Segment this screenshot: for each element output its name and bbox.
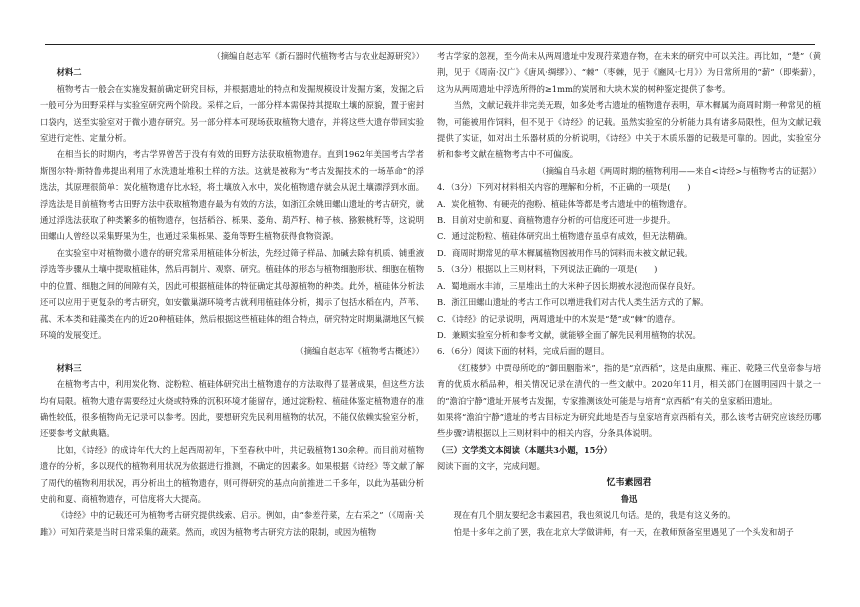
story-para-1: 现在有几个朋友要纪念韦素园君，我也须说几句话。是的，我是有这义务的。 — [453, 510, 736, 521]
top-rule — [45, 44, 815, 45]
material-2-para-3: 在实验室中对植物微小遗存的研究常采用植硅体分析法，先经过筛子样品、加碱去除有机质、铺重液浮选等步骤从土壤中提取植硅体，然后再制片、观察、研究。植硅体的形态与植物细胞形状、细胞在植物中的位置、细胞之间的间隙有关，因此可根据植硅体的特征确定其母源植物的种类。此外，植硅体分析法还可以应用于更复杂的考古研究，如安徽巢湖环境考古就利用植硅体分析，揭示了包括水稻在内，芦苇、菰、禾本类和硅藻类在内的近20种植硅体，然后根据这些植硅体的组合特点，研究特定时期巢湖地区气候环境的发展变迁。 — [40, 247, 424, 340]
source-note-1: （摘编自赵志军《新石器时代植物考古与农业起源研究》） — [212, 51, 424, 61]
question-5-option-c: C．《诗经》的记录说明，两周遗址中的木炭是“楚”或“棘”的遗存。 — [437, 313, 681, 324]
section-3-heading: （三）文学类文本阅读（本题共3小题，15分） — [437, 444, 612, 455]
right-para-2: 当然，文献记载并非完美无瑕，如多处考古遗址的植物遗存表明，草木樨属为商周时期一种常见的植物，可能被用作饲料，但不见于《诗经》的记载。虽然实验室的分析能力具有诸多局限性，但为文献记载提供了实证，如对出土乐器材质的分析说明，《诗经》中关于木质乐器的记载是可靠的。因此，实验室分析和参考文献在植物考古中不可偏废。 — [437, 100, 821, 160]
right-column — [437, 48, 821, 540]
question-4-option-b: B．目前对史前和夏、商植物遗存分析的可信度还可进一步提升。 — [437, 215, 676, 226]
question-6-material: 《红楼梦》中贾母所吃的“御田胭脂米”，指的是“京西稻”，这是由康熙、雍正、乾隆三代皇帝参与培育的优质水稻品种，相关情况记录在清代的一些文献中。2020年11月，相关部门在圆明园四十景之一的“澹泊宁静”遗址开展考古发掘，专家推测该处可能是与培育“京西稻”有关的皇家稻田遗址。 — [437, 362, 821, 406]
source-note-3: （摘编自马永超《两周时期的植物利用——来自<诗经>与植物考古的证据》） — [537, 165, 821, 176]
left-column — [40, 48, 424, 540]
section-3-intro: 阅读下面的文字，完成问题。 — [437, 461, 545, 472]
material-2-para-2: 在相当长的时期内，考古学界曾苦于没有有效的田野方法获取植物遗存。直到1962年美国考古学者斯图尔特·斯特鲁弗提出利用了水洗遗址堆积土样的方法。这就是被称为“考古发掘技术的一场革命”的浮选法，其原理很简单：炭化植物遗存比水轻，将土壤放入水中，炭化植物遗存就会从泥土壤漂浮到水面。浮选法是目前植物考古田野方法中获取植物遗存最为有效的方法，如浙江余姚田螺山遗址的考古研究，就通过浮选法获取了种类繁多的植物遗存，包括稻谷、栎果、菱角、葫芦籽、柿子核、猕猴桃籽等，这说明田螺山人曾经以采集野果为生，也通过采集栎果、菱角等野生植物获得食物资源。 — [40, 149, 424, 242]
question-5: 5．（3分）根据以上三则材料，下列说法正确的一项是( ) — [437, 264, 658, 275]
question-5-option-d: D．兼顾实验室分析和参考文献，就能够全面了解先民利用植物的状况。 — [437, 329, 701, 340]
question-6: 6．（6分）阅读下面的材料，完成后面的题目。 — [437, 346, 610, 357]
material-3-para-2: 比如，《诗经》的成诗年代大约上起西周初年，下至春秋中叶，共记载植物130余种。而目前对植物遗存的分析，多以现代的植物利用状况为依据进行推测，不确定的因素多。如果根据《诗经》等文献了解了周代的植物利用状况，再分析出土的植物遗存，则可得研究的基点向前推进二千多年，以此为基础分析史前和夏、商植物遗存，可信度将大大提高。 — [40, 444, 424, 504]
material-3-para-1: 在植物考古中，利用炭化物、淀粉粒、植硅体研究出土植物遗存的方法取得了显著成果，但这些方法均有局限。植物大遗存需要经过火烧或特殊的沉积环境才能留存，通过淀粉粒、植硅体鉴定植物遗存的准确性较低，很多植物尚无记录可以参考。因此，要想研究先民利用植物的状况，不能仅依赖实验室分析，还要参考文献典籍。 — [40, 379, 424, 439]
story-author: 鲁迅 — [620, 493, 638, 504]
story-para-2: 怕是十多年之前了罢，我在北京大学做讲师，有一天，在教师预备室里遇见了一个头发和胡子 — [453, 526, 794, 537]
material-2-heading: 材料二 — [56, 67, 82, 78]
question-6-prompt: 如果将“澹泊宁静”遗址的考古目标定为研究此地是否与皇家培育京西稻有关，那么该考古研究应该经历哪些步骤?请根据以上三则材料中的相关内容，分条具体说明。 — [437, 411, 821, 439]
right-para-1: 考古学家的忽视，至今尚未从两周遗址中发现荇菜遗存物，在未来的研究中可以关注。再比如，“楚”（黄荆，见于《周南·汉广》《唐风·绸缪》）、“棘”（枣棘，见于《豳风·七月》）为日常所用的“薪”（即柴薪），这为从两周遗址中浮选所得的≥1mm的炭屑和大块木炭的树种鉴定提供了参考。 — [437, 51, 821, 94]
story-title: 忆韦素园君 — [606, 477, 652, 488]
question-5-option-a: A．蜀地雨水丰沛，三星堆出土的大米种子因长期被水浸泡而保存良好。 — [437, 280, 701, 291]
material-2-para-1: 植物考古一般会在实施发掘前确定研究目标，并根据遗址的特点和发掘规模设计发掘方案，发掘之后一般可分为田野采样与实验室研究两个阶段。采样之后，一部分样本需保持其提取土壤的原貌，置于密封口袋内，送至实验室对于微小遗存研究。另一部分样本可现场获取植物大遗存，并将这些大遗存带回实验室进行定性、定量分析。 — [40, 83, 424, 144]
source-note-2: （摘编自赵志军《植物考古概述》） — [295, 346, 424, 357]
question-4-option-d: D．商周时期常见的草木樨属植物因被用作马的饲料而未被文献记载。 — [437, 247, 693, 258]
material-3-heading: 材料三 — [56, 362, 82, 373]
question-5-option-b: B．浙江田螺山遗址的考古工作可以增进我们对古代人类生活方式的了解。 — [437, 297, 709, 308]
question-4-option-c: C．通过淀粉粒、植硅体研究出土植物遗存虽卓有成效，但无法精确。 — [437, 231, 693, 242]
question-4-option-a: A．炭化植物、有硬壳的孢粉、植硅体等都是考古遗址中的植物遗存。 — [437, 198, 692, 209]
material-3-para-3: 《诗经》中的记载还可为植物考古研究提供线索、启示。例如，由“参差荇菜，左右采之”（《周南·关雎》）可知荇菜是当时日常采集的蔬菜。然而，或因为植物考古研究方法的限制，或因为植物 — [40, 510, 424, 537]
question-4: 4．（3分）下列对材料相关内容的理解和分析，不正确的一项是( ) — [437, 182, 691, 193]
